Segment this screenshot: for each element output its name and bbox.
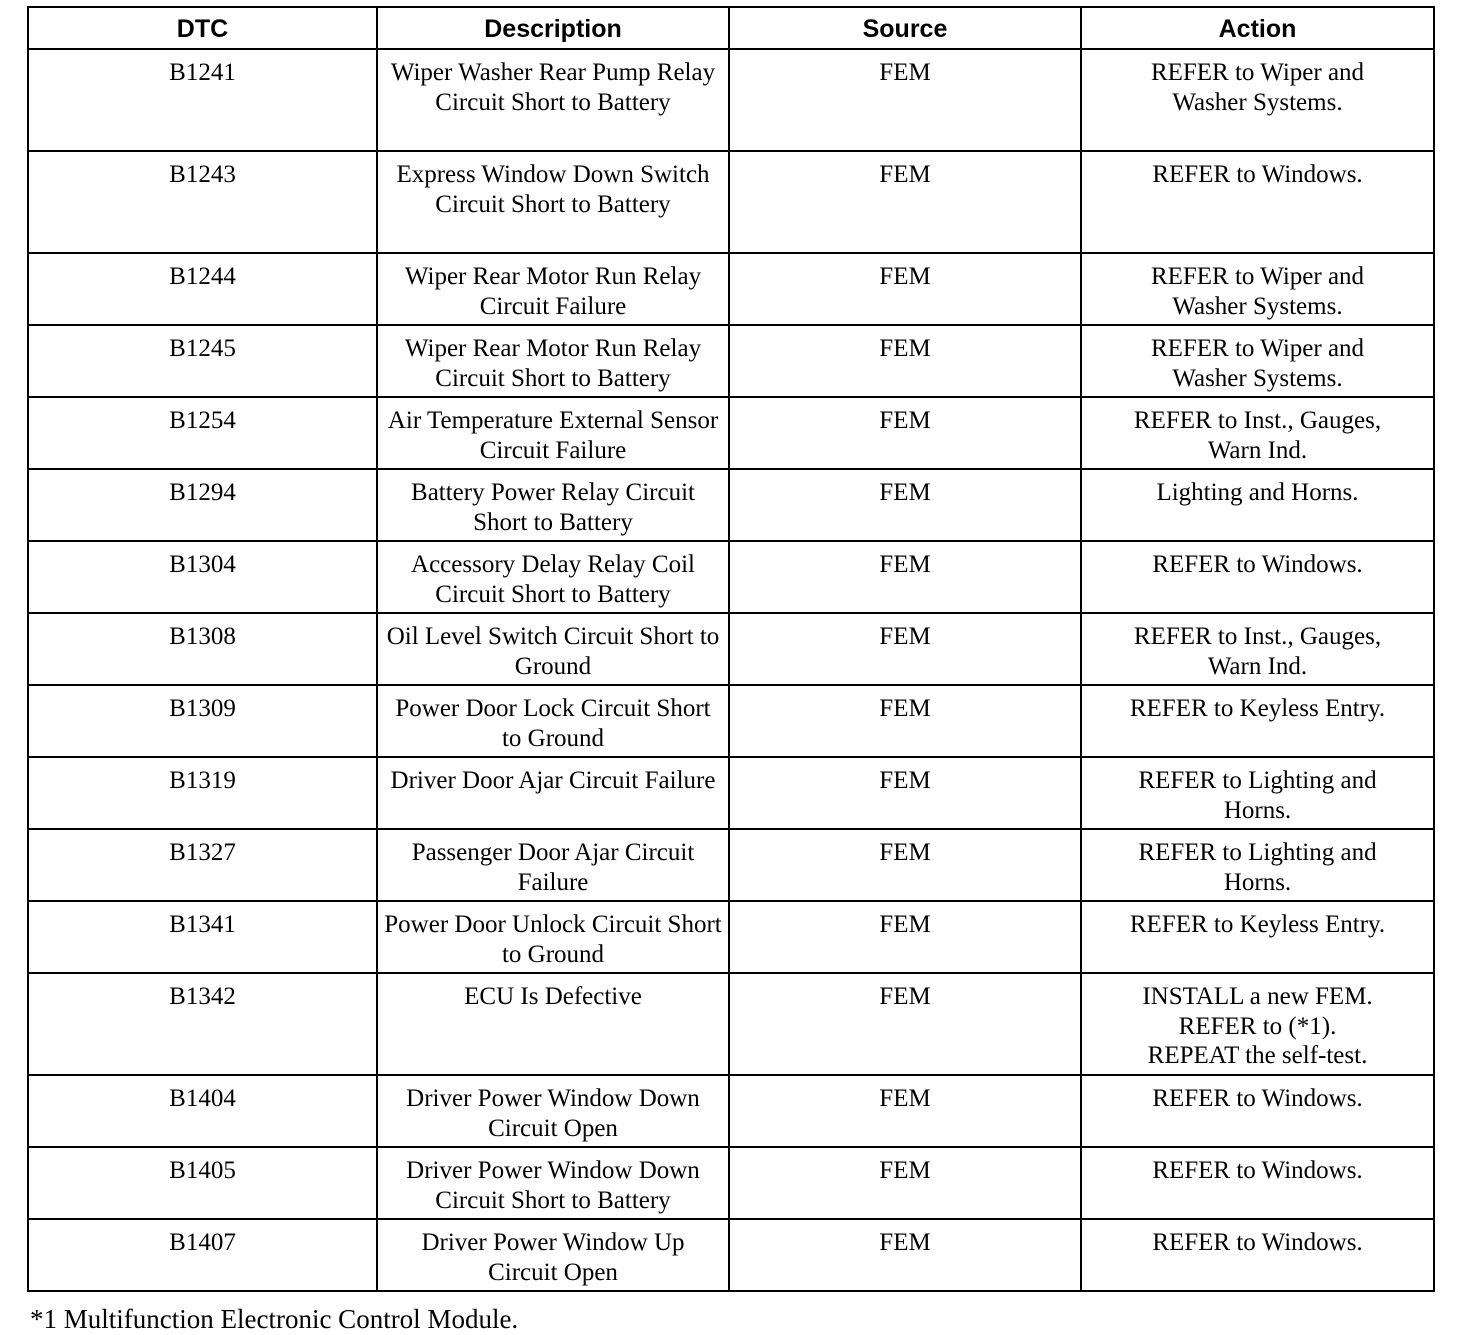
description-cell: Driver Power Window Down Circuit Short to Battery (377, 1147, 729, 1219)
table-row (28, 469, 1434, 541)
source-cell: FEM (729, 685, 1081, 757)
table-row (28, 151, 1434, 253)
dtc-cell: B1244 (28, 253, 377, 325)
dtc-cell: B1243 (28, 151, 377, 253)
action-cell: REFER to Wiper and Washer Systems. (1081, 325, 1434, 397)
action-cell: REFER to Keyless Entry. (1081, 685, 1434, 757)
description-cell: Wiper Washer Rear Pump Relay Circuit Short to Battery (377, 49, 729, 151)
description-cell: Air Temperature External Sensor Circuit Failure (377, 397, 729, 469)
description-cell: Wiper Rear Motor Run Relay Circuit Short to Battery (377, 325, 729, 397)
description-cell: Oil Level Switch Circuit Short to Ground (377, 613, 729, 685)
table-row (28, 685, 1434, 757)
description-cell: Battery Power Relay Circuit Short to Battery (377, 469, 729, 541)
dtc-cell: B1407 (28, 1219, 377, 1291)
dtc-cell: B1241 (28, 49, 377, 151)
description-cell: Power Door Lock Circuit Short to Ground (377, 685, 729, 757)
table-row (28, 1075, 1434, 1147)
table-row (28, 325, 1434, 397)
description-cell: Driver Power Window Down Circuit Open (377, 1075, 729, 1147)
description-cell: Driver Power Window Up Circuit Open (377, 1219, 729, 1291)
dtc-cell: B1319 (28, 757, 377, 829)
dtc-cell: B1254 (28, 397, 377, 469)
action-cell: REFER to Inst., Gauges, Warn Ind. (1081, 613, 1434, 685)
dtc-cell: B1304 (28, 541, 377, 613)
dtc-cell: B1404 (28, 1075, 377, 1147)
description-cell: Accessory Delay Relay Coil Circuit Short to Battery (377, 541, 729, 613)
source-cell: FEM (729, 613, 1081, 685)
action-cell: REFER to Keyless Entry. (1081, 901, 1434, 973)
source-cell: FEM (729, 325, 1081, 397)
source-cell: FEM (729, 397, 1081, 469)
header-row (28, 7, 1434, 49)
action-cell: REFER to Windows. (1081, 1075, 1434, 1147)
dtc-cell: B1309 (28, 685, 377, 757)
source-cell: FEM (729, 1075, 1081, 1147)
dtc-table (27, 6, 1435, 1292)
table-row (28, 1147, 1434, 1219)
table-row (28, 613, 1434, 685)
dtc-cell: B1308 (28, 613, 377, 685)
table-row (28, 397, 1434, 469)
source-cell: FEM (729, 151, 1081, 253)
action-cell: REFER to Lighting and Horns. (1081, 829, 1434, 901)
description-cell: Wiper Rear Motor Run Relay Circuit Failure (377, 253, 729, 325)
action-cell: REFER to Wiper and Washer Systems. (1081, 253, 1434, 325)
header-source: Source (729, 7, 1081, 49)
action-cell: REFER to Windows. (1081, 1147, 1434, 1219)
table-row (28, 757, 1434, 829)
action-cell: REFER to Lighting and Horns. (1081, 757, 1434, 829)
source-cell: FEM (729, 469, 1081, 541)
table-row (28, 973, 1434, 1075)
action-cell: REFER to Windows. (1081, 151, 1434, 253)
dtc-cell: B1405 (28, 1147, 377, 1219)
table-row (28, 541, 1434, 613)
action-cell: REFER to Windows. (1081, 1219, 1434, 1291)
table-row (28, 829, 1434, 901)
source-cell: FEM (729, 253, 1081, 325)
dtc-cell: B1245 (28, 325, 377, 397)
source-cell: FEM (729, 829, 1081, 901)
table-row (28, 253, 1434, 325)
table-row (28, 901, 1434, 973)
dtc-cell: B1341 (28, 901, 377, 973)
action-cell: Lighting and Horns. (1081, 469, 1434, 541)
table-row (28, 49, 1434, 151)
source-cell: FEM (729, 1219, 1081, 1291)
footnote: *1 Multifunction Electronic Control Module. (30, 1304, 519, 1334)
source-cell: FEM (729, 757, 1081, 829)
description-cell: Express Window Down Switch Circuit Short to Battery (377, 151, 729, 253)
document-page (27, 6, 1433, 1335)
description-cell: Power Door Unlock Circuit Short to Ground (377, 901, 729, 973)
source-cell: FEM (729, 541, 1081, 613)
source-cell: FEM (729, 973, 1081, 1075)
dtc-cell: B1327 (28, 829, 377, 901)
action-cell: REFER to Windows. (1081, 541, 1434, 613)
description-cell: Passenger Door Ajar Circuit Failure (377, 829, 729, 901)
header-description: Description (377, 7, 729, 49)
description-cell: ECU Is Defective (377, 973, 729, 1075)
source-cell: FEM (729, 901, 1081, 973)
dtc-cell: B1342 (28, 973, 377, 1075)
dtc-cell: B1294 (28, 469, 377, 541)
action-cell: REFER to Inst., Gauges, Warn Ind. (1081, 397, 1434, 469)
header-action: Action (1081, 7, 1434, 49)
header-dtc: DTC (28, 7, 377, 49)
action-cell: INSTALL a new FEM. REFER to (*1). REPEAT the self-test. (1081, 973, 1434, 1075)
description-cell: Driver Door Ajar Circuit Failure (377, 757, 729, 829)
action-cell: REFER to Wiper and Washer Systems. (1081, 49, 1434, 151)
source-cell: FEM (729, 1147, 1081, 1219)
source-cell: FEM (729, 49, 1081, 151)
table-row (28, 1219, 1434, 1291)
